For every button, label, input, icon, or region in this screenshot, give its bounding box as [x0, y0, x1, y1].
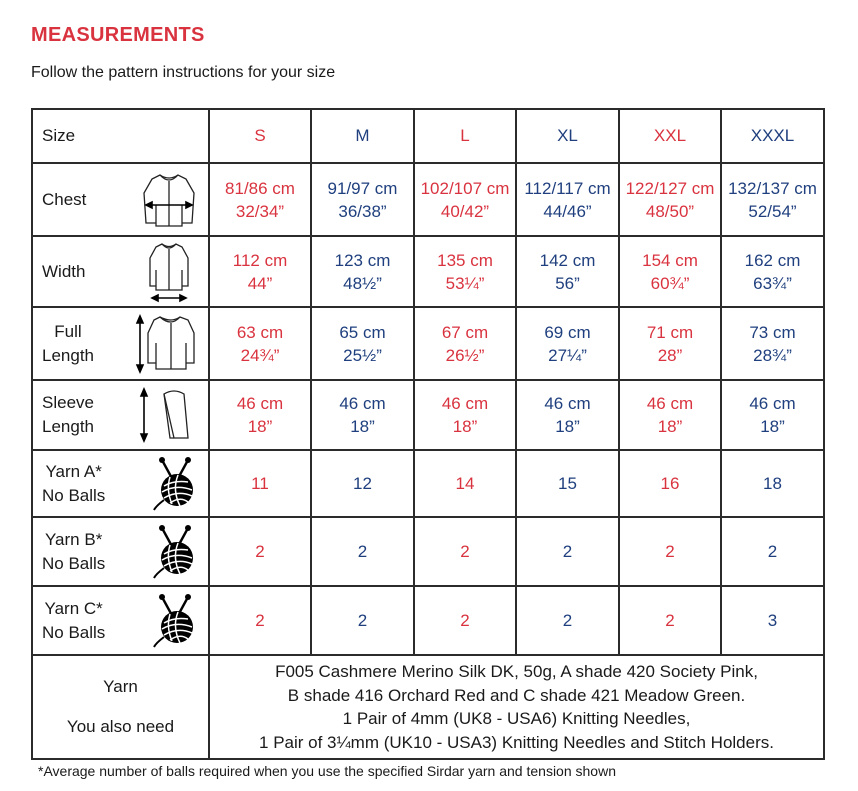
measurement-value: 2 [562, 611, 573, 630]
chest-value-l [414, 163, 516, 236]
measurement-value: 48½” [343, 273, 382, 293]
measurement-value: 63 cm [236, 322, 284, 342]
measurement-value: 32/34” [235, 201, 285, 221]
measurement-value: 44/46” [543, 201, 592, 221]
full-length-row [32, 307, 824, 380]
measurement-value: 12 [353, 474, 372, 493]
measurement-value: 56” [555, 273, 580, 293]
size-header-xxl: XXL [619, 109, 721, 163]
yarn-detail-line: F005 Cashmere Merino Silk DK, 50g, A shade 420 Society Pink, [275, 662, 758, 681]
size-label: Size [42, 126, 76, 145]
full-length-label-cell [32, 307, 209, 380]
measurement-value: 2 [562, 542, 573, 561]
measurement-value: 36/38” [338, 201, 387, 221]
width-row [32, 236, 824, 307]
yarn-row [32, 655, 824, 759]
size-header-row [32, 109, 824, 163]
measurement-value: 46 cm [749, 394, 796, 413]
width-value-xxl [619, 236, 721, 307]
measurement-value: 2 [767, 542, 778, 561]
size-header-m: M [311, 109, 414, 163]
yarn-details-cell [209, 655, 824, 759]
width-label: Width [42, 261, 86, 281]
width-value-s [209, 236, 311, 307]
measurement-value: 48/50” [645, 201, 695, 221]
width-value-xxxl [721, 236, 824, 307]
measurements-table [31, 108, 825, 760]
full-length-value-xxxl [721, 307, 824, 380]
measurement-value: 69 cm [544, 322, 591, 342]
measurement-value: 135 cm [437, 250, 493, 270]
measurement-value: 18” [657, 417, 683, 436]
yarn-a-label-cell [32, 450, 209, 517]
measurement-value: 112 cm [232, 250, 288, 270]
measurement-value: 18” [452, 417, 478, 436]
yarn-b-row [32, 517, 824, 586]
measurement-value: 60¾” [650, 273, 690, 293]
measurement-value: 112/117 cm [524, 178, 611, 198]
size-header-xxxl: XXXL [721, 109, 824, 163]
measurement-value: 162 cm [744, 250, 801, 270]
sleeve-length-value-l [414, 380, 516, 450]
yarn-b-value-xl [516, 517, 619, 586]
cardigan-length-icon [134, 313, 198, 375]
measurement-value: 81/86 cm [225, 178, 295, 198]
yarn-b-value-xxl [619, 517, 721, 586]
sleeve-length-value-xl [516, 380, 619, 450]
measurement-value: 65 cm [339, 322, 386, 342]
measurement-value: 102/107 cm [420, 178, 510, 198]
measurement-value: 122/127 cm [625, 178, 715, 198]
yarn-ball-icon [152, 593, 198, 649]
width-value-m [311, 236, 414, 307]
chest-value-m [311, 163, 414, 236]
measurement-value: 11 [251, 474, 269, 493]
measurement-value: 28¾” [753, 345, 792, 365]
chest-value-xl [516, 163, 619, 236]
chest-label-cell [32, 163, 209, 236]
yarn-a-value-xxl [619, 450, 721, 517]
yarn-b-label-cell [32, 517, 209, 586]
measurement-value: 2 [460, 611, 470, 630]
chest-value-s [209, 163, 311, 236]
sleeve-length-value-s [209, 380, 311, 450]
measurement-value: 18” [247, 417, 273, 436]
yarn-detail-line: B shade 416 Orchard Red and C shade 421 Meadow Green. [287, 685, 746, 705]
yarn-a-label: Yarn A* No Balls [42, 461, 106, 505]
full-length-value-l [414, 307, 516, 380]
yarn-b-value-l [414, 517, 516, 586]
sleeve-length-label-cell [32, 380, 209, 450]
measurement-value: 3 [767, 611, 778, 630]
yarn-a-value-l [414, 450, 516, 517]
measurement-value: 2 [255, 611, 265, 630]
chest-row [32, 163, 824, 236]
measurement-value: 15 [558, 474, 577, 493]
measurement-value: 2 [665, 611, 675, 630]
yarn-c-value-xxxl [721, 586, 824, 655]
measurement-value: 142 cm [539, 250, 596, 270]
footnote: *Average number of balls required when you use the specified Sirdar yarn and tension shown [38, 763, 616, 779]
yarn-a-row [32, 450, 824, 517]
sleeve-length-row [32, 380, 824, 450]
yarn-ball-icon [152, 524, 198, 580]
measurement-value: 67 cm [441, 322, 489, 342]
measurement-value: 44” [247, 273, 273, 293]
measurement-value: 16 [660, 474, 680, 493]
sleeve-length-value-xxxl [721, 380, 824, 450]
measurement-value: 46 cm [236, 394, 284, 413]
measurement-value: 26½” [445, 345, 485, 365]
yarn-c-value-l [414, 586, 516, 655]
measurement-value: 52/54” [748, 201, 797, 221]
sleeve-length-value-m [311, 380, 414, 450]
sleeve-length-icon [138, 386, 198, 444]
sleeve-length-label: Sleeve Length [42, 393, 94, 436]
measurement-value: 2 [460, 542, 470, 561]
page-subtitle: Follow the pattern instructions for your size [31, 64, 336, 81]
yarn-b-value-m [311, 517, 414, 586]
yarn-label: Yarn [103, 677, 138, 696]
measurement-value: 18” [760, 417, 785, 436]
yarn-c-label-cell [32, 586, 209, 655]
size-header-s: S [209, 109, 311, 163]
measurement-value: 18” [555, 417, 580, 436]
measurement-value: 2 [665, 542, 675, 561]
size-header-l: L [414, 109, 516, 163]
size-header-xl: XL [516, 109, 619, 163]
full-length-value-s [209, 307, 311, 380]
measurement-value: 53¼” [445, 273, 485, 293]
yarn-b-value-s [209, 517, 311, 586]
full-length-label: Full Length [42, 321, 94, 365]
yarn-a-value-xl [516, 450, 619, 517]
chest-value-xxl [619, 163, 721, 236]
yarn-a-value-s [209, 450, 311, 517]
measurement-value: 63¾” [753, 273, 792, 293]
width-value-xl [516, 236, 619, 307]
measurement-value: 46 cm [646, 394, 694, 413]
yarn-c-label: Yarn C* No Balls [42, 598, 106, 642]
measurement-value: 18” [350, 417, 375, 436]
yarn-b-value-xxxl [721, 517, 824, 586]
yarn-c-value-m [311, 586, 414, 655]
sleeve-length-value-xxl [619, 380, 721, 450]
measurement-value: 18 [763, 474, 782, 493]
measurement-value: 2 [357, 611, 368, 630]
yarn-ball-icon [152, 456, 198, 512]
measurement-value: 2 [357, 542, 368, 561]
full-length-value-m [311, 307, 414, 380]
measurement-value: 154 cm [642, 250, 698, 270]
measurement-value: 91/97 cm [327, 178, 398, 198]
yarn-detail-line: 1 Pair of 4mm (UK8 - USA6) Knitting Needles, [342, 709, 691, 728]
full-length-value-xl [516, 307, 619, 380]
measurement-value: 40/42” [440, 201, 490, 221]
measurement-value: 46 cm [441, 394, 489, 413]
measurement-value: 24¾” [240, 345, 280, 365]
yarn-detail-line: 1 Pair of 3¼mm (UK10 - USA3) Knitting Needles and Stitch Holders. [259, 732, 774, 752]
width-label-cell [32, 236, 209, 307]
measurement-value: 28” [657, 345, 683, 365]
yarn-c-value-xl [516, 586, 619, 655]
yarn-a-value-xxxl [721, 450, 824, 517]
measurement-value: 46 cm [339, 394, 386, 413]
full-length-value-xxl [619, 307, 721, 380]
measurement-value: 71 cm [646, 322, 694, 342]
chest-value-xxxl [721, 163, 824, 236]
yarn-c-value-s [209, 586, 311, 655]
measurement-value: 132/137 cm [728, 178, 817, 198]
width-value-l [414, 236, 516, 307]
yarn-c-row [32, 586, 824, 655]
measurement-value: 25½” [343, 345, 382, 365]
page-title: MEASUREMENTS [31, 24, 205, 46]
cardigan-chest-icon [140, 171, 198, 229]
yarn-c-value-xxl [619, 586, 721, 655]
measurement-value: 46 cm [544, 394, 591, 413]
yarn-label-cell [32, 655, 209, 759]
yarn-a-value-m [311, 450, 414, 517]
chest-label: Chest [42, 189, 87, 209]
measurement-value: 14 [455, 474, 475, 493]
yarn-b-label: Yarn B* No Balls [42, 529, 106, 573]
measurement-value: 123 cm [334, 250, 391, 270]
measurement-value: 73 cm [749, 322, 796, 342]
measurement-value: 2 [255, 542, 265, 561]
size-label-cell [32, 109, 209, 163]
also-need-label: You also need [66, 717, 175, 736]
measurement-value: 27¼” [548, 345, 587, 365]
cardigan-width-icon [140, 240, 198, 304]
